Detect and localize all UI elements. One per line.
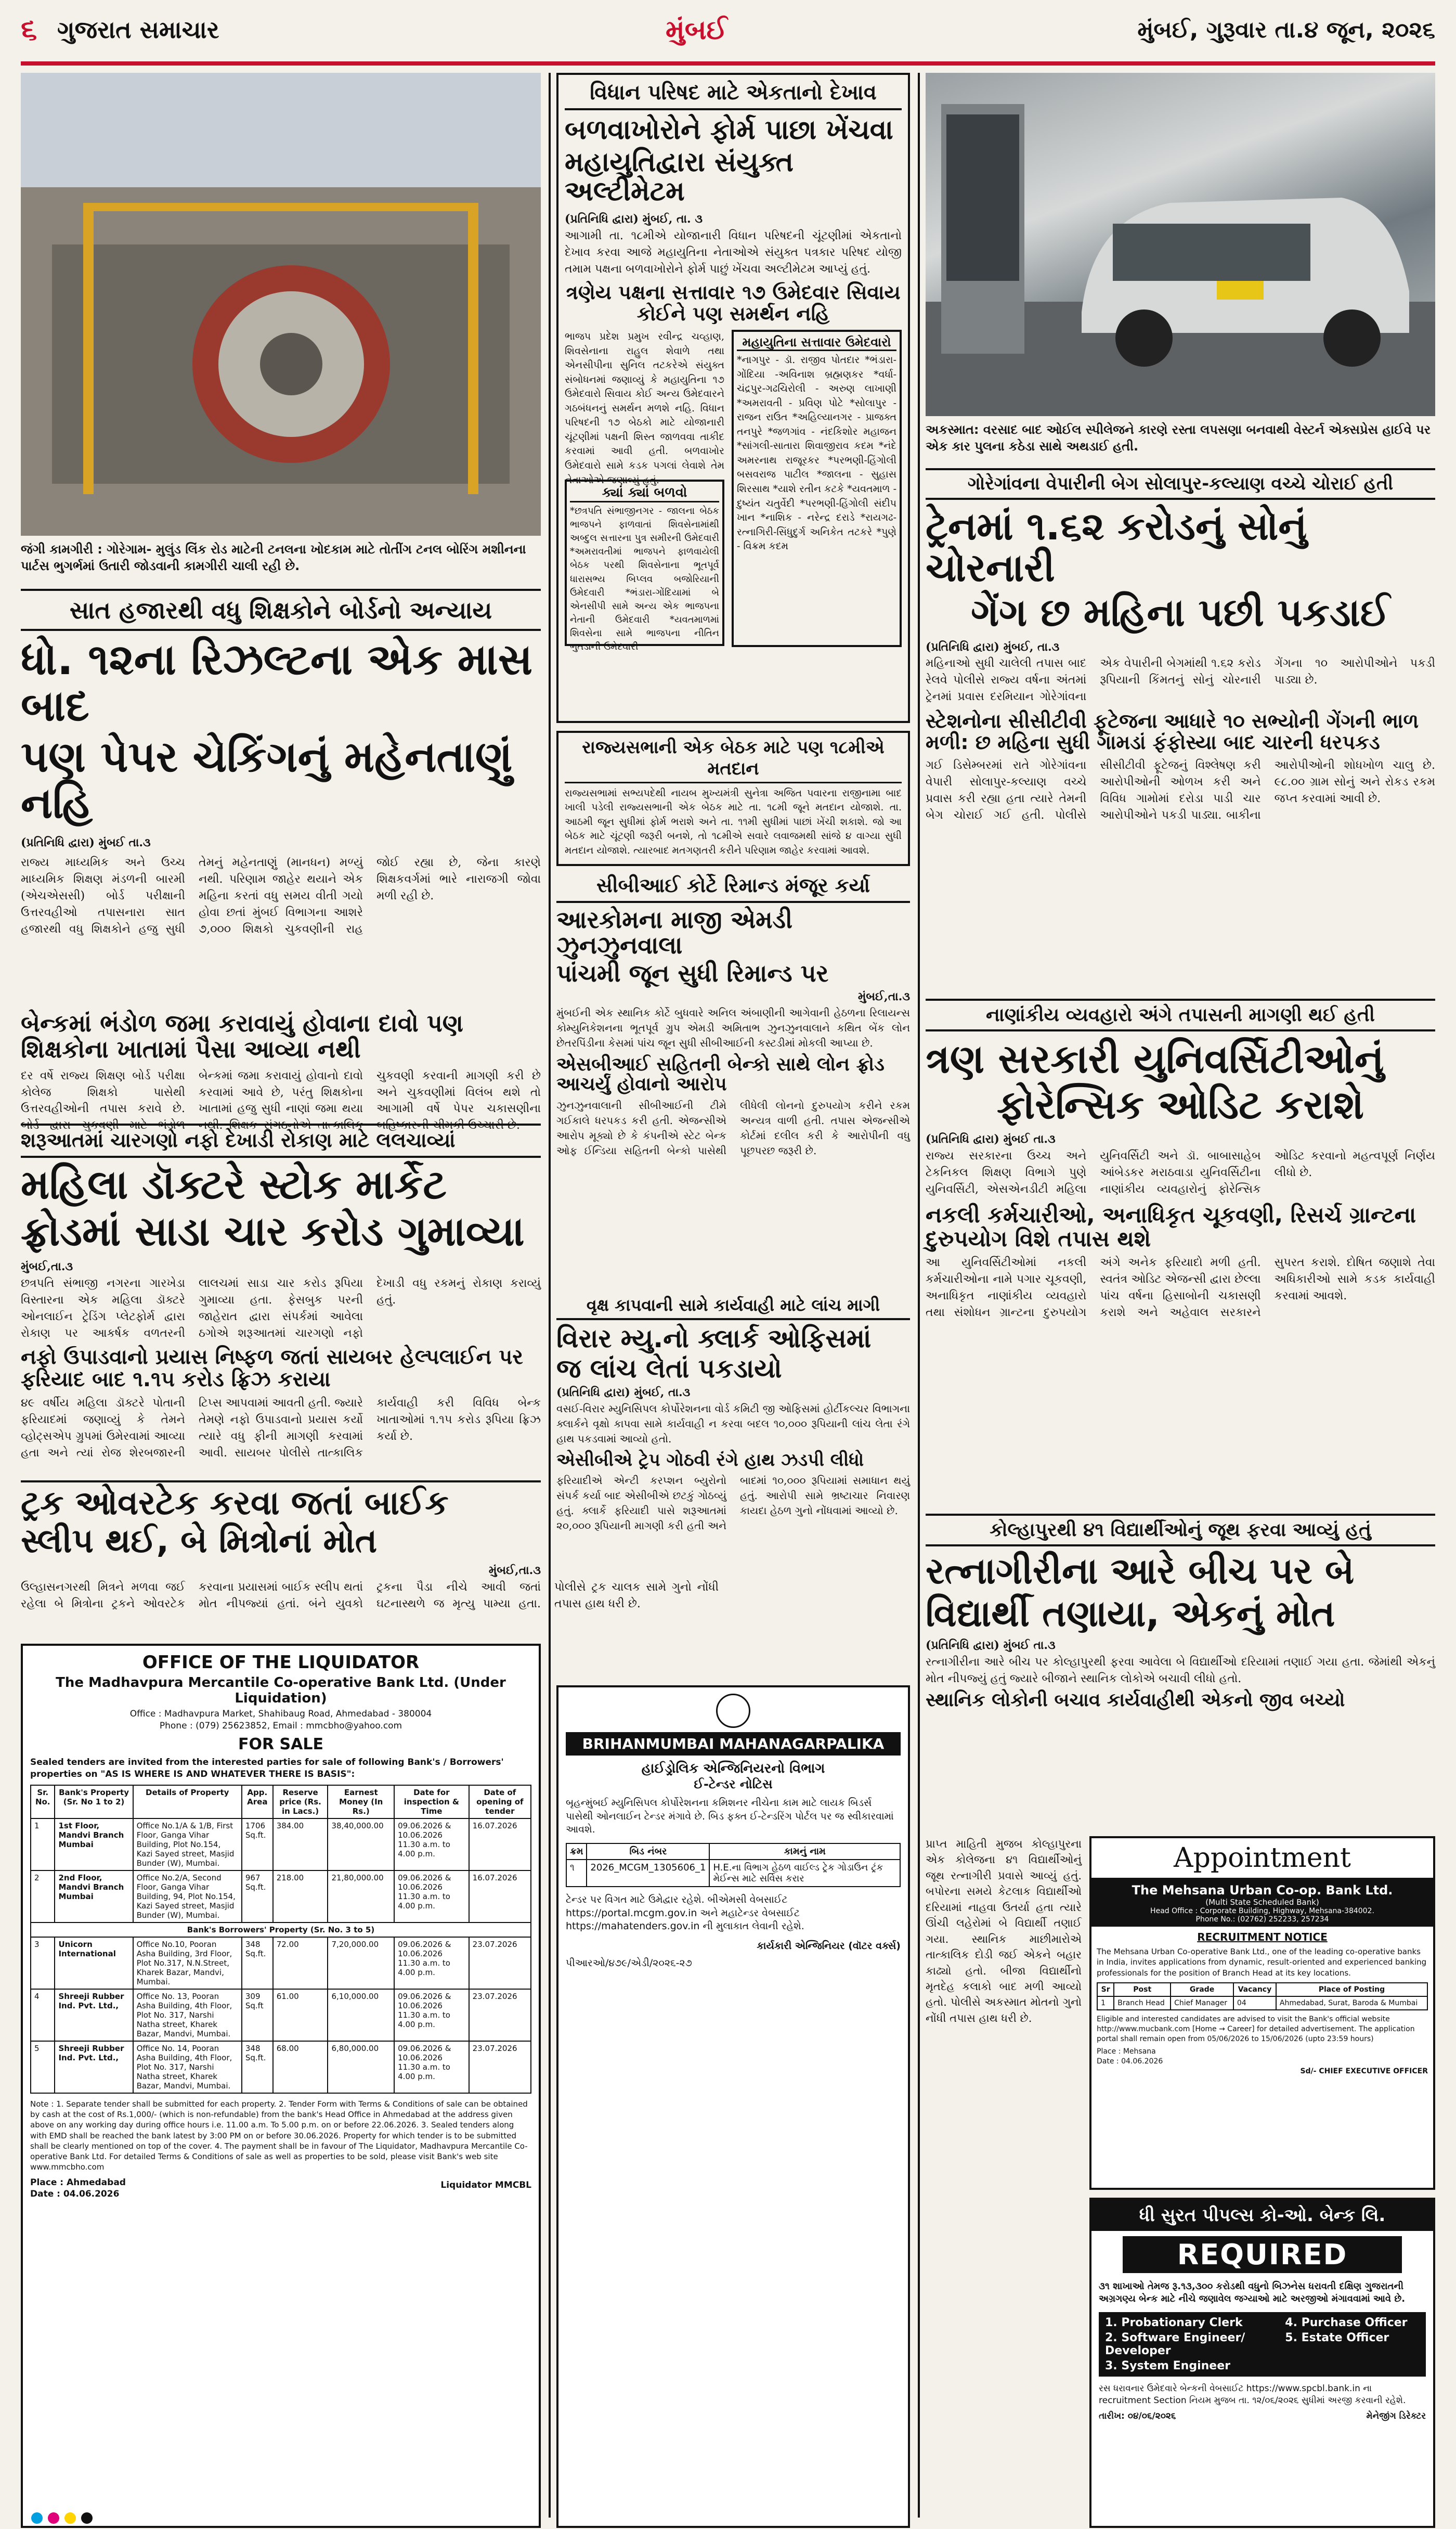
candidates-box-title: મહાયુતિના સત્તાવાર ઉમેદવારો: [737, 335, 896, 351]
cell: Office No.10, Pooran Asha Building, 3rd Floor, Plot No.317, N.N.Street, Kharek Bazar, Mandvi, Mumbai.: [133, 1937, 242, 1989]
cell: Office No.2/A, Second Floor, Ganga Vihar Building, 94, Plot No.154, Kazi Sayed street, Masjid Bunder (W), Mumbai.: [133, 1870, 242, 1922]
candidates-box: [732, 330, 902, 647]
beach-headline-2: વિદ્યાર્થી તણાયા, એકનું મોત: [926, 1592, 1335, 1635]
board-headline-2: પણ પેપર ચેકિંગનું મહેનતાણું નહિ: [21, 732, 513, 828]
appointment-title: Appointment: [1091, 1838, 1433, 1880]
cell: Chief Manager: [1171, 1996, 1233, 2010]
liquidator-office: Office : Madhavpura Market, Shahibaug Road, Ahmedabad - 380004: [129, 1709, 432, 1719]
issue-date: મુંબઈ, ગુરૂવાર તા.૪ જૂન, ૨૦૨૬: [1137, 17, 1435, 43]
surat-date: તારીખ: ૦૪/૦૬/૨૦૨૬: [1099, 2411, 1176, 2422]
bike-headline-2: સ્લીપ થઈ, બે મિત્રોનાં મોત: [21, 1522, 378, 1561]
rajyasabha-body: રાજ્યસભામાં સભ્યપદેથી નાયબ મુખ્યમંત્રી સુનેત્રા અજિત પવારના રાજીનામા બાદ ખાલી પડેલી રાજ્યસભાની એક બેઠક માટે તા. ૧૮મી જૂને મતદાન યોજાશે. તા. આઠમી જૂન સુધીમાં ફોર્મ ભરાશે અને તા. ૧૧મી સુધીમાં પાછાં ખેંચી શકાશે. જો આ બેઠક માટે ચૂંટણી જરૂરી બનશે, તો ૧૮મીએ સવારે લવાજમથી સાંજે ૪ વાગ્યા સુધી મતદાન યોજાશે. ત્યારબાદ મતગણતરી કરીને પરિણામ જાહેર કરવામાં આવશે.: [565, 787, 902, 856]
post-item: 3. System Engineer: [1105, 2359, 1230, 2372]
cell: 09.06.2026 & 10.06.2026 11.30 a.m. to 4.00 p.m.: [394, 2041, 469, 2093]
masthead-rule: [21, 61, 1435, 66]
cbi-kicker: સીબીઆઈ કોર્ટે રિમાન્ડ મંજૂર કર્યા: [556, 874, 910, 903]
cell: 5: [31, 2041, 55, 2093]
university-kicker: નાણાંકીય વ્યવહારો અંગે તપાસની માગણી થઈ હતી: [926, 999, 1435, 1031]
col-work: કામનું નામ: [709, 1843, 900, 1860]
registration-marks-left: [31, 2512, 135, 2526]
council-lede: આગામી તા. ૧૮મીએ યોજાનારી વિધાન પરિષદની ચૂંટણીમાં એકતાનો દેખાવ કરવા આજે મહાયુતિના નેતાઓએ સંયુક્ત પત્રકાર પરિષદ યોજી તમામ પક્ષના બળવાખોરોને ફોર્મ પાછું ખેંચવા અલ્ટીમેટમ આપ્યું હતું.: [565, 229, 902, 276]
cell: 2026_MCGM_1305606_1: [587, 1860, 709, 1887]
appointment-bank-bar: [1091, 1880, 1433, 1927]
beach-headline-1: રત્નાગીરીના આરે બીચ પર બે: [926, 1550, 1355, 1593]
appointment-body: The Mehsana Urban Co-operative Bank Ltd., one of the leading co-operative banks in India, invites applications from dynamic, result-oriented and experienced banking professionals for the position of Branch Head at its key locations.: [1097, 1947, 1427, 1978]
liquidator-for-sale: FOR SALE: [238, 1735, 323, 1753]
bmc-title: BRIHANMUMBAI MAHANAGARPALIKA: [566, 1732, 901, 1756]
magenta-dot: [48, 2512, 59, 2524]
cell: 218.00: [273, 1870, 328, 1922]
table-row: [31, 1937, 531, 1989]
surat-sign: મેનેજીંગ ડિરેક્ટર: [1366, 2411, 1426, 2422]
col-sr: ક્રમ: [566, 1843, 587, 1860]
bike-body: ઉલ્હાસનગરથી મિત્રને મળવા જઈ રહેલા બે મિત્રોના ટ્રકને ઓવરટેક કરવાના પ્રયાસમાં બાઈક સ્લીપ થતાં મોત નીપજ્યાં હતાં. બંને યુવકો ટ્રકના પૈડા નીચે આવી જતાં ઘટનાસ્થળે જ મૃત્યુ પામ્યા હતા. પોલીસે ટ્રક ચાલક સામે ગુનો નોંધી તપાસ હાથ ધરી છે.: [21, 1581, 719, 1610]
col-bid: બિડ નંબર: [587, 1843, 709, 1860]
board-subhead: બેન્કમાં ભંડોળ જમા કરાવાયું હોવાના દાવો પણ શિક્ષકોના ખાતામાં પૈસા આવ્યા નથી: [21, 1009, 463, 1063]
metro-photo: [21, 73, 541, 536]
col-inspection: Date for inspection & Time: [394, 1785, 469, 1818]
appointment-place: Place : Mehsana: [1097, 2047, 1156, 2056]
train-story: [926, 468, 1435, 993]
stock-headline-1: મહિલા ડૉક્ટરે સ્ટોક માર્કેટ: [21, 1161, 447, 1208]
university-headline-1: ત્રણ સરકારી યુનિવર્સિટીઓનું: [926, 1036, 1384, 1082]
crash-photo: [926, 73, 1435, 416]
paper-name: ગુજરાત સમાચાર: [57, 16, 219, 44]
black-dot: [81, 2512, 93, 2524]
university-story: [926, 999, 1435, 1508]
bmc-signer: કાર્યકારી એન્જિનિયર (વૉટર વર્ક્સ): [757, 1940, 901, 1952]
university-subhead: નકલી કર્મચારીઓ, અનાધિકૃત ચૂકવણી, રિસર્ચ ગ્રાન્ટના દુરુપયોગ વિશે તપાસ થશે: [926, 1202, 1416, 1251]
cbi-body: મુંબઈની એક સ્થાનિક કોર્ટે બુધવારે અનિલ અંબાણીની આગેવાની હેઠળના રિલાયન્સ કોમ્યુનિકેશનના ભૂતપૂર્વ ગ્રુપ એમડી અમિતાભ ઝુનઝુનવાલાને કથિત બેંક લોન છેતરપિંડીના કેસમાં પાંચ જૂન સુધી સીબીઆઈની કસ્ટડીમાં મોકલી આપ્યા છે.: [556, 1006, 910, 1049]
col-emd: Earnest Money (In Rs.): [328, 1785, 394, 1818]
rajyasabha-story: [556, 731, 910, 866]
board-story: [21, 596, 541, 1119]
cell: 1st Floor, Mandvi Branch Mumbai: [55, 1818, 133, 1870]
cell: 16.07.2026: [469, 1870, 531, 1922]
liquidator-ad: [21, 1644, 541, 2528]
bmc-ref: પીઆરઓ/૪૭૯/એડી/૨૦૨૬-૨૭: [566, 1957, 692, 1969]
cell: 61.00: [273, 1989, 328, 2041]
train-subhead: સ્ટેશનોના સીસીટીવી ફૂટેજના આધારે ૧૦ સભ્યોની ગેંગની ભાળ મળી: છ મહિના સુધી ગામડાં ફંફોસ્યા બાદ ચારની ધરપકડ: [926, 709, 1419, 754]
bike-dateline: મુંબઈ,તા.૩: [488, 1564, 541, 1578]
university-headline-2: ફોરેન્સિક ઓડિટ કરાશે: [997, 1081, 1364, 1128]
appointment-table: [1097, 1982, 1428, 2010]
table-row: [31, 1818, 531, 1870]
cbi-body-2: ઝુનઝુનવાલાની સીબીઆઈની ટીમે ગઈકાલે ધરપકડ કરી હતી. એજન્સીએ આરોપ મૂક્યો છે કે કંપનીએ સ્ટેટ બેન્ક ઓફ ઈન્ડિયા સહિતની બેન્કો પાસેથી લીધેલી લોનનો દુરુપયોગ કરીને રકમ અન્યત્ર વાળી હતી. તપાસ એજન્સીએ કોર્ટમાં દલીલ કરી કે આરોપીની વધુ પૂછપરછ જરૂરી છે.: [556, 1099, 910, 1157]
appointment-notice: RECRUITMENT NOTICE: [1197, 1931, 1328, 1943]
surat-required: REQUIRED: [1123, 2236, 1402, 2273]
column-divider: [918, 73, 920, 2518]
appointment-ad: [1089, 1836, 1435, 2190]
cell: 1: [1097, 1996, 1114, 2010]
cell: Unicorn International: [55, 1937, 133, 1989]
surat-intro: ૩૧ શાખાઓ તેમજ રૂ.૧૩,૩૦૦ કરોડથી વધુનો બિઝનેસ ધરાવતી દક્ષિણ ગુજરાતની અગ્રગણ્ય બેન્ક માટે નીચે જણાવેલ જગ્યાઓ માટે અરજીઓ મંગાવવામાં આવે છે.: [1099, 2281, 1406, 2305]
council-body: ભાજપ પ્રદેશ પ્રમુખ રવીન્દ્ર ચવ્હાણ, શિવસેનાના રાહુલ શેવાળે તથા એનસીપીના સુનિલ તટકરેએ સંયુક્ત સંબોધનમાં જણાવ્યું કે મહાયુતિના ૧૭ ઉમેદવારો સિવાય કોઈ અન્ય ઉમેદવારને ગઠબંધનનું સમર્થન મળશે નહિ. વિધાન પરિષદની ૧૭ બેઠકો માટે યોજાનારી ચૂંટણીમાં પક્ષની શિસ્ત જાળવવા તાકીદ કરવામાં આવી હતી. બળવાખોર ઉમેદવારો સામે કડક પગલાં લેવાશે તેમ નેતાઓએ જણાવ્યું હતું.: [565, 331, 724, 486]
col-opening: Date of opening of tender: [469, 1785, 531, 1818]
bribe-body: વસઈ-વિરાર મ્યુનિસિપલ કોર્પોરેશનના વોર્ડ કમિટી જી ઓફિસમાં હોર્ટીકલ્ચર વિભાગના ક્લાર્કને વૃક્ષો કાપવા સામે કાર્યવાહી ન કરવા બદલ ૧૦,૦૦૦ રૂપિયાની લાંચ લેતા રંગે હાથ પકડવામાં આવ્યો હતો.: [556, 1402, 910, 1446]
liquidator-place: Place : Ahmedabad: [30, 2177, 126, 2188]
tunnel-machine-illustration: [21, 73, 541, 536]
liquidator-title: OFFICE OF THE LIQUIDATOR: [142, 1652, 420, 1673]
bmc-table: [566, 1843, 901, 1887]
bmc-dept: હાઈડ્રોલિક એન્જિનિયરનો વિભાગ: [641, 1761, 825, 1776]
cell: 6,10,000.00: [328, 1989, 394, 2041]
train-dateline: (પ્રતિનિધિ દ્વારા) મુંબઈ, તા.૩: [926, 640, 1060, 654]
cell: ૧: [566, 1860, 587, 1887]
stock-body: છત્રપતિ સંભાજી નગરના ગારખેડા વિસ્તારના એક મહિલા ડૉક્ટરે ઓનલાઈન ટ્રેડિંગ પ્લેટફોર્મ દ્વારા રોકાણ પર આકર્ષક વળતરની લાલચમાં સાડા ચાર કરોડ રૂપિયા ગુમાવ્યા હતા. ફેસબુક પરની જાહેરાત દ્વારા સંપર્કમાં આવેલા ઠગોએ શરૂઆતમાં ચારગણો નફો દેખાડી વધુ રકમનું રોકાણ કરાવ્યું હતું.: [21, 1276, 541, 1340]
cell: 1706 Sq.ft.: [242, 1818, 273, 1870]
stock-kicker: શરૂઆતમાં ચારગણો નફો દેખાડી રોકાણ માટે લલચાવ્યાં: [21, 1129, 541, 1158]
surat-title: ધી સુરત પીપલ્સ કો-ઓ. બેન્ક લિ.: [1091, 2200, 1433, 2231]
train-headline-2: ગેંગ છ મહિના પછી પકડાઈ: [971, 590, 1390, 635]
surat-posts: [1099, 2312, 1426, 2377]
beach-kicker: કોલ્હાપુરથી ૪૧ વિદ્યાર્થીઓનું જૂથ ફરવા આવ્યું હતું: [926, 1514, 1435, 1546]
stock-headline-2: ફ્રોડમાં સાડા ચાર કરોડ ગુમાવ્યા: [21, 1208, 525, 1255]
board-kicker: સાત હજારથી વધુ શિક્ષકોને બોર્ડનો અન્યાય: [21, 596, 541, 631]
divider: [21, 589, 541, 591]
beach-story: [926, 1514, 1435, 1831]
train-body: મહિનાઓ સુધી ચાલેલી તપાસ બાદ રેલવે પોલીસે રાજ્ય વર્ષના અંતમાં ટ્રેનમાં પ્રવાસ દરમિયાન ગોરેગાંવના એક વેપારીની બેગમાંથી ૧.૬૨ કરોડ રૂપિયાની કિંમતનું સોનું ચોરનારી ગેંગના ૧૦ આરોપીઓને પકડી પાડ્યા છે.: [926, 657, 1435, 704]
bike-story: [21, 1484, 719, 1639]
rajyasabha-kicker: રાજ્યસભાની એક બેઠક માટે પણ ૧૮મીએ મતદાન: [565, 737, 902, 783]
cell: 23.07.2026: [469, 1989, 531, 2041]
cell: 3: [31, 1937, 55, 1989]
col-sr: Sr: [1097, 1983, 1114, 1996]
beach-body: રત્નાગીરીના આરે બીચ પર કોલ્હાપુરથી ફરવા આવેલા બે વિદ્યાર્થીઓ દરિયામાં તણાઈ ગયા હતા. જેમાંથી એકનું મોત નીપજ્યું હતું જ્યારે બીજાને સ્થાનિક લોકોએ બચાવી લીધો હતો.: [926, 1656, 1435, 1686]
train-headline-1: ટ્રેનમાં ૧.૬૨ કરોડનું સોનું ચોરનારી: [926, 504, 1307, 590]
bmc-logo-icon: [716, 1694, 750, 1728]
appointment-footer: Eligible and interested candidates are advised to visit the Bank's official website http://www.mucbank.com [Home → Career] for detailed advertisement. The application portal shall remain open from 05/06/2026 to 15/06/2026 (upto 23:59 hours): [1097, 2015, 1415, 2043]
board-body: રાજ્ય માધ્યમિક અને ઉચ્ચ માધ્યમિક શિક્ષણ મંડળની બારમી (એચએસસી) બોર્ડ પરીક્ષાની ઉત્તરવહીઓ તપાસનારા સાત હજારથી વધુ શિક્ષકોને હજુ સુધી તેમનું મહેનતાણું (માનધન) મળ્યું નથી. પરિણામ જાહેર થયાને એક મહિના કરતાં વધુ સમય વીતી ગયો હોવા છતાં મુંબઈ વિભાગના આશરે ૭,૦૦૦ શિક્ષકો ચુકવણીની રાહ જોઈ રહ્યા છે, જેના કારણે શિક્ષકવર્ગમાં ભારે નારાજગી જોવા મળી રહી છે.: [21, 856, 541, 936]
col-vacancy: Vacancy: [1233, 1983, 1276, 1996]
yellow-dot: [64, 2512, 76, 2524]
cell: 16.07.2026: [469, 1818, 531, 1870]
cell: 72.00: [273, 1937, 328, 1989]
cell: 7,20,000.00: [328, 1937, 394, 1989]
stock-subhead: નફો ઉપાડવાનો પ્રયાસ નિષ્ફળ જતાં સાયબર હેલ્પલાઈન પર ફરિયાદ બાદ ૧.૧૫ કરોડ ફ્રિઝ કરાયા: [21, 1345, 523, 1392]
council-story: [556, 73, 910, 723]
section-label: મુંબઈ: [666, 15, 727, 46]
bribe-kicker: વૃક્ષ કાપવાની સામે કાર્યવાહી માટે લાંચ માગી: [556, 1295, 910, 1320]
crash-caption: અકસ્માત: વરસાદ બાદ ઓઈલ સ્પીલેજને કારણે રસ્તા લપસણા બનવાથી વેસ્ટર્ન એક્સપ્રેસ હાઈવે પર એક કાર પુલના કઠેડા સાથે અથડાઈ હતી.: [926, 422, 1431, 454]
appointment-address: Head Office : Corporate Building, Highway, Mehsana-384002.: [1150, 1907, 1374, 1915]
cell: Ahmedabad, Surat, Baroda & Mumbai: [1276, 1996, 1427, 2010]
council-kicker: વિધાન પરિષદ માટે એકતાનો દેખાવ: [565, 80, 902, 110]
train-kicker: ગોરેગાંવના વેપારીની બેગ સોલાપુર-કલ્યાણ વચ્ચે ચોરાઈ હતી: [926, 468, 1435, 500]
stock-story: [21, 1129, 541, 1477]
cell: Branch Head: [1114, 1996, 1171, 2010]
post-item: 5. Estate Officer: [1285, 2331, 1389, 2344]
surat-footer: રસ ધરાવનાર ઉમેદવારે બેન્કની વેબસાઈટ https://www.spcbl.bank.in ના recruitment Section નિયમ મુજબ તા. ૧૨/૦૬/૨૦૨૬ સુધીમાં અરજી કરવાની રહેશે.: [1099, 2383, 1406, 2406]
beach-dateline: (પ્રતિનિધિ દ્વારા) મુંબઈ તા.૩: [926, 1638, 1056, 1653]
page-number: ૬: [21, 12, 37, 46]
stock-body-2: ૪૯ વર્ષીય મહિલા ડૉક્ટરે પોતાની ફરિયાદમાં જણાવ્યું કે તેમને વ્હોટ્સએપ ગ્રુપમાં ઉમેરવામાં આવ્યા હતા અને ત્યાં રોજ શેરબજારની ટિપ્સ આપવામાં આવતી હતી. જ્યારે તેમણે નફો ઉપાડવાનો પ્રયાસ કર્યો ત્યારે વધુ ફીની માગણી કરવામાં આવી. સાયબર પોલીસે તાત્કાલિક કાર્યવાહી કરી વિવિધ બેન્ક ખાતાઓમાં ૧.૧૫ કરોડ રૂપિયા ફ્રિઝ કર્યા છે.: [21, 1397, 541, 1460]
cell: 23.07.2026: [469, 2041, 531, 2093]
masthead: [21, 10, 1435, 62]
rebels-box-title: ક્યાં ક્યાં બળવો: [570, 485, 719, 502]
liquidator-table: [30, 1785, 531, 2094]
appointment-sign: Sd/- CHIEF EXECUTIVE OFFICER: [1300, 2067, 1428, 2076]
university-dateline: (પ્રતિનિધિ દ્વારા) મુંબઈ તા.૩: [926, 1132, 1056, 1146]
col-details: Details of Property: [133, 1785, 242, 1818]
surat-sign-row: [1091, 2408, 1433, 2424]
bmc-intro: બૃહન્મુંબઈ મ્યુનિસિપલ કોર્પોરેશનના કમિશનર નીચેના કામ માટે લાયક બિડર્સ પાસેથી ઓનલાઈન ટેન્ડર મંગાવે છે. બિડ ફક્ત ઈ-ટેન્ડરિંગ પોર્ટલ પર જ સ્વીકારવામાં આવશે.: [566, 1797, 894, 1836]
col-area: App. Area: [242, 1785, 273, 1818]
cell: Office No.1/A & 1/B, First Floor, Ganga Vihar Building, Plot No.154, Kazi Sayed street, Masjid Bunder (W), Mumbai.: [133, 1818, 242, 1870]
post-item: 2. Software Engineer/ Developer: [1105, 2331, 1245, 2357]
cell: 21,80,000.00: [328, 1870, 394, 1922]
bribe-headline-1: વિરાર મ્યુ.નો ક્લાર્ક ઓફિસમાં: [556, 1323, 872, 1354]
bribe-headline-2: જ લાંચ લેતાં પકડાયો: [556, 1353, 782, 1384]
cell: 09.06.2026 & 10.06.2026 11.30 a.m. to 4.00 p.m.: [394, 1870, 469, 1922]
cell: 09.06.2026 & 10.06.2026 11.30 a.m. to 4.00 p.m.: [394, 1818, 469, 1870]
col-grade: Grade: [1171, 1983, 1233, 1996]
cell: 384.00: [273, 1818, 328, 1870]
table-header-row: [31, 1785, 531, 1818]
stock-dateline: મુંબઈ,તા.૩: [21, 1260, 73, 1274]
cbi-story: [556, 874, 910, 1290]
bmc-notice: ઈ-ટેન્ડર નોટિસ: [694, 1777, 773, 1791]
surat-bank-ad: [1089, 2198, 1435, 2528]
table-row: [31, 1870, 531, 1922]
council-dateline: (પ્રતિનિધિ દ્વારા) મુંબઈ, તા. ૩: [565, 212, 703, 226]
cbi-headline-2: પાંચમી જૂન સુધી રિમાન્ડ પર: [556, 959, 829, 987]
table-header-row: [1097, 1983, 1427, 1996]
car-crash-illustration: [926, 73, 1435, 416]
train-body-2: ગઈ ડિસેમ્બરમાં રાતે ગોરેગાંવના વેપારી સોલાપુર-કલ્યાણ વચ્ચે પ્રવાસ કરી રહ્યા હતા ત્યારે તેમની બેગ ચોરાઈ ગઈ હતી. પોલીસે સીસીટીવી ફૂટેજનું વિશ્લેષણ કરી આરોપીઓની ઓળખ કરી અને વિવિધ ગામોમાં દરોડા પાડી ચાર આરોપીઓને પકડી પાડ્યા. બાકીના આરોપીઓની શોધખોળ ચાલુ છે. ૯૮.૦૦ ગ્રામ સોનું અને રોકડ રકમ જપ્ત કરવામાં આવી છે.: [926, 759, 1435, 822]
rebels-box: [565, 480, 724, 653]
appointment-phone: Phone No.: (02762) 252233, 257234: [1195, 1915, 1329, 1924]
appointment-bank: The Mehsana Urban Co-op. Bank Ltd.: [1132, 1883, 1393, 1898]
bmc-tender-ad: [556, 1685, 910, 2528]
cell: 6,80,000.00: [328, 2041, 394, 2093]
cell: 348 Sq.ft.: [242, 1937, 273, 1989]
col-reserve: Reserve price (Rs. in Lacs.): [273, 1785, 328, 1818]
table-row: [31, 2041, 531, 2093]
cell: Office No. 14, Pooran Asha Building, 4th Floor, Plot No. 317, Narshi Natha street, Kharek Bazar, Mandvi, Mumbai.: [133, 2041, 242, 2093]
cell: 1: [31, 1818, 55, 1870]
liquidator-bank: The Madhavpura Mercantile Co-operative Bank Ltd. (Under Liquidation): [56, 1675, 506, 1706]
rebels-box-body: *છત્રપતિ સંભાજીનગર - જાલના બેઠક ભાજપને ફાળવાતાં શિવસેનામાંથી અબ્દુલ સત્તારના પુત્ર સમીરની ઉમેદવારી *અમરાવતીમાં ભાજપને ફાળવાયેલી બેઠક પરથી શિવસેનાના ભૂતપૂર્વ ધારાસભ્ય બિપ્લવ બજોરિયાની ઉમેદવારી *ભંડારા-ગોંદિયામાં બે એનસીપી સામે અન્ય એક ભાજપના નેતાની ઉમેદવારી *યવતમાળમાં શિવસેના સામે ભાજપના નીતિન ભુતડાની ઉમેદવારી: [570, 506, 719, 653]
liquidator-date: Date : 04.06.2026: [30, 2189, 120, 2200]
cell: 23.07.2026: [469, 1937, 531, 1989]
cell: 2nd Floor, Mandvi Branch Mumbai: [55, 1870, 133, 1922]
liquidator-phone: Phone : (079) 25623852, Email : mmcbho@yahoo.com: [159, 1720, 402, 1731]
table-row: [31, 1989, 531, 2041]
cell: 967 Sq.ft.: [242, 1870, 273, 1922]
appointment-subtitle: (Multi State Scheduled Bank): [1205, 1898, 1319, 1907]
col-post: Post: [1114, 1983, 1171, 1996]
bribe-dateline: (પ્રતિનિધિ દ્વારા) મુંબઈ, તા.૩: [556, 1386, 691, 1400]
bike-headline-1: ટ્રક ઓવરટેક કરવા જતાં બાઈક: [21, 1484, 449, 1522]
cbi-dateline: મુંબઈ,તા.૩: [857, 989, 910, 1003]
cell: 348 Sq.ft.: [242, 2041, 273, 2093]
cell: 09.06.2026 & 10.06.2026 11.30 a.m. to 4.00 p.m.: [394, 1989, 469, 2041]
council-subhead: ત્રણેય પક્ષના સત્તાવાર ૧૭ ઉમેદવાર સિવાય કોઈને પણ સમર્થન નહિ: [566, 281, 901, 326]
metro-caption: જંગી કામગીરી : ગોરેગામ- મુલુંડ લિંક રોડ માટેની ટનલના ખોદકામ માટે તોતીંગ ટનલ બોરિંગ મશીનના પાર્ટસ ભુગર્ભમાં ઉતારી જોડવાની કામગીરી ચાલી રહી છે.: [21, 542, 526, 574]
cell: 09.06.2026 & 10.06.2026 11.30 a.m. to 4.00 p.m.: [394, 1937, 469, 1989]
university-body: રાજ્ય સરકારના ઉચ્ચ અને ટેકનિકલ શિક્ષણ વિભાગે પુણે યુનિવર્સિટી, એસએનડીટી મહિલા યુનિવર્સિટી અને ડૉ. બાબાસાહેબ આંબેડકર મરાઠવાડા યુનિવર્સિટીના નાણાંકીય વ્યવહારોનું ફોરેન્સિક ઓડિટ કરવાનો મહત્વપૂર્ણ નિર્ણય લીધો છે.: [926, 1150, 1435, 1196]
borrowers-heading: Bank's Borrowers' Property (Sr. No. 3 to 5): [31, 1922, 531, 1937]
bribe-subhead: એસીબીએ ટ્રેપ ગોઠવી રંગે હાથ ઝડપી લીધો: [556, 1450, 864, 1471]
board-body-2: દર વર્ષે રાજ્ય શિક્ષણ બોર્ડ પરીક્ષા કોલેજ શિક્ષકો પાસેથી ઉત્તરવહીઓની તપાસ કરાવે છે. બેન્કમાં જમા કરાવાયું હોવાનો દાવો કરવામાં આવે છે, પરંતુ શિક્ષકોના ખાતામાં હજુ સુધી નાણાં જમા થયા ચુકવણી કરવાની માગણી કરી છે અને ચુકવણીમાં વિલંબ થશે તો આગામી વર્ષે પેપર ચકાસણીના: [21, 1069, 541, 1116]
cyan-dot: [31, 2512, 43, 2524]
table-row: [1097, 1996, 1427, 2010]
column-divider: [549, 73, 551, 2518]
col-sr: Sr. No.: [31, 1785, 55, 1818]
cell: Shreeji Rubber Ind. Pvt. Ltd.,: [55, 1989, 133, 2041]
cell: 309 Sq.ft: [242, 1989, 273, 2041]
council-headline-1: બળવાખોરોને ફોર્મ પાછા ખેંચવા: [565, 114, 893, 146]
col-place: Place of Posting: [1276, 1983, 1427, 1996]
board-dateline: (પ્રતિનિધિ દ્વારા) મુંબઈ તા.૩: [21, 836, 151, 850]
col-property: Bank's Property (Sr. No 1 to 2): [55, 1785, 133, 1818]
divider: [21, 1124, 541, 1126]
council-headline-2: મહાયુતિદ્વારા સંયુક્ત અલ્ટીમેટમ: [565, 147, 794, 208]
table-header-row: [566, 1843, 900, 1860]
cbi-subhead: એસબીઆઈ સહિતની બેન્કો સાથે લોન ફ્રોડ આચર્યું હોવાનો આરોપ: [556, 1053, 885, 1095]
beach-body-2: પ્રાપ્ત માહિતી મુજબ કોલ્હાપુરના એક કોલેજના ૪૧ વિદ્યાર્થીઓનું જૂથ રત્નાગીરી પ્રવાસે આવ્યું હતું. બપોરના સમયે કેટલાક વિદ્યાર્થીઓ દરિયામાં નાહવા ઉતર્યા હતા ત્યારે ઊંચી લહેરોમાં બે વિદ્યાર્થી તણાઈ ગયા. સ્થાનિક માછીમારોએ તાત્કાલિક દોડી જઈ એકને બહાર કાઢ્યો હતો. બીજા વિદ્યાર્થીનો મૃતદેહ કલાકો બાદ મળી આવ્યો હતો. પોલીસે અકસ્માત મોતનો ગુનો નોંધી તપાસ હાથ ધરી છે.: [926, 1838, 1082, 2024]
post-item: 4. Purchase Officer: [1285, 2316, 1408, 2329]
table-row: [566, 1860, 900, 1887]
cell: 04: [1233, 1996, 1276, 2010]
cell: Shreeji Rubber Ind. Pvt. Ltd.,: [55, 2041, 133, 2093]
bmc-footer: ટેન્ડર પર વિગત માટે ઉમેદ્વાર રહેશે. બીએમસી વેબસાઈટ https://portal.mcgm.gov.in અને મહાટેન્ડર વેબસાઈટ https://mahatenders.gov.in ની મુલાકાત લેવાની રહેશે.: [566, 1893, 804, 1932]
council-columns: [565, 330, 902, 653]
cell: H.E.ના વિભાગ હેઠળ વાઈલ્ડ ટ્રેક ગોડાઉન ટ્રંક મેઈન્સ માટે સર્વિસ કરાર: [709, 1860, 900, 1887]
bribe-body-2: ફરિયાદીએ એન્ટી કરપ્શન બ્યુરોનો સંપર્ક કર્યા બાદ એસીબીએ છટકું ગોઠવ્યું હતું. ક્લાર્કે ફરિયાદી પાસે શરૂઆતમાં ૨૦,૦૦૦ રૂપિયાની માગણી કરી હતી અને બાદમાં ૧૦,૦૦૦ રૂપિયામાં સમાધાન થયું હતું. આરોપી સામે ભ્રષ્ટાચાર નિવારણ કાયદા હેઠળ ગુનો નોંધવામાં આવ્યો છે.: [556, 1474, 910, 1532]
divider: [21, 1480, 541, 1482]
cell: 38,40,000.00: [328, 1818, 394, 1870]
post-item: 1. Probationary Clerk: [1105, 2316, 1243, 2329]
appointment-content: [1091, 1927, 1433, 2081]
table-subheading-row: [31, 1922, 531, 1937]
cell: 4: [31, 1989, 55, 2041]
council-left-col: [565, 330, 724, 653]
cell: 68.00: [273, 2041, 328, 2093]
cell: 2: [31, 1870, 55, 1922]
candidates-box-body: *નાગપુર - ડૉ. રાજીવ પોતદાર *ભંડારા-ગોંદિયા -અવિનાશ બ્રહ્મણકર *વર્ધા-ચંદ્રપુર-ગઢચિરોલી - અરુણ લાખાણી *અમરાવતી - પ્રવિણ પોટે *સોલાપુર - રાજન રાઉત *અહિલ્યાનગર - પ્રાજક્ત તનપુરે *જળગાંવ - નંદકિશોર મહાજન *સાંગલી-સાતારા શિવાજીરાવ કદમ *નંદે અમરનાથ રાજૂરકર *પરભણી-હિંગોલી બસવરાજ પાટીલ *જાલના - સુહાસ શિરસાથ *યાશે રતીન કટકે *યવતમાળ - દુષ્યંત ચતુર્વેદી *પરભણી-હિંગોલી સંદીપ ખાન *નાશિક - નરેન્દ્ર દરાડે *રાયગઢ-રત્નાગિરી-સિંધુદુર્ગ અનિકેત તટકરે *પુણે - વિક્રમ કદમ: [737, 354, 896, 552]
university-body-2: આ યુનિવર્સિટીઓમાં નકલી કર્મચારીઓના નામે પગાર ચૂકવણી, અનાધિકૃત નાણાંકીય વ્યવહારો તથા સંશોધન ગ્રાન્ટના દુરુપયોગ અંગે અનેક ફરિયાદો મળી હતી. સ્વતંત્ર ઓડિટ એજન્સી દ્વારા છેલ્લા પાંચ વર્ષના હિસાબોની ચકાસણી કરાશે અને અહેવાલ સરકારને સુપરત કરાશે. દોષિત જણાશે તેવા અધિકારીઓ સામે કડક કાર્યવાહી કરવામાં આવશે.: [926, 1256, 1435, 1319]
liquidator-intro: Sealed tenders are invited from the interested parties for sale of following Bank's / Borrowers' properties on "AS IS WHERE IS AND WHATEVER THERE IS BASIS":: [30, 1757, 504, 1779]
beach-subhead: સ્થાનિક લોકોની બચાવ કાર્યવાહીથી એકનો જીવ બચ્યો: [926, 1689, 1345, 1711]
appointment-date: Date : 04.06.2026: [1097, 2057, 1163, 2066]
cbi-headline-1: આરકોમના માજી એમડી ઝુનઝુનવાલા: [556, 905, 793, 960]
bribe-story: [556, 1295, 910, 1680]
liquidator-note: Note : 1. Separate tender shall be submitted for each property. 2. Tender Form with Terms & Conditions of sale can be obtained by cash at the cost of Rs.1,000/- (which is non-refundable) from the bank's Head Office in Ahmedabad at the address given above on any working day during office hours i.e. 11.00 a.m. To 5.00 p.m. on or before 22.06.2026. 3. Sealed tenders along with EMD shall be reached the bank latest by 3:00 PM on or before 30.06.2026. Property for which tender is to be submitted shall be clearly mentioned on top of the cover. 4. The payment shall be in favour of The Liquidator, Madhavpura Mercantile Co-operative Bank Ltd. For detailed Terms & Conditions of sale as well as properties to be sold, please visit Bank's web site www.mmcbho.com: [30, 2099, 528, 2172]
board-headline-1: ધો. ૧૨ના રિઝલ્ટના એક માસ બાદ: [21, 635, 533, 731]
liquidator-sign: Liquidator MMCBL: [440, 2180, 531, 2191]
cell: Office No. 13, Pooran Asha Building, 4th Floor, Plot No. 317, Narshi Natha street, Kharek Bazar, Mandvi, Mumbai.: [133, 1989, 242, 2041]
